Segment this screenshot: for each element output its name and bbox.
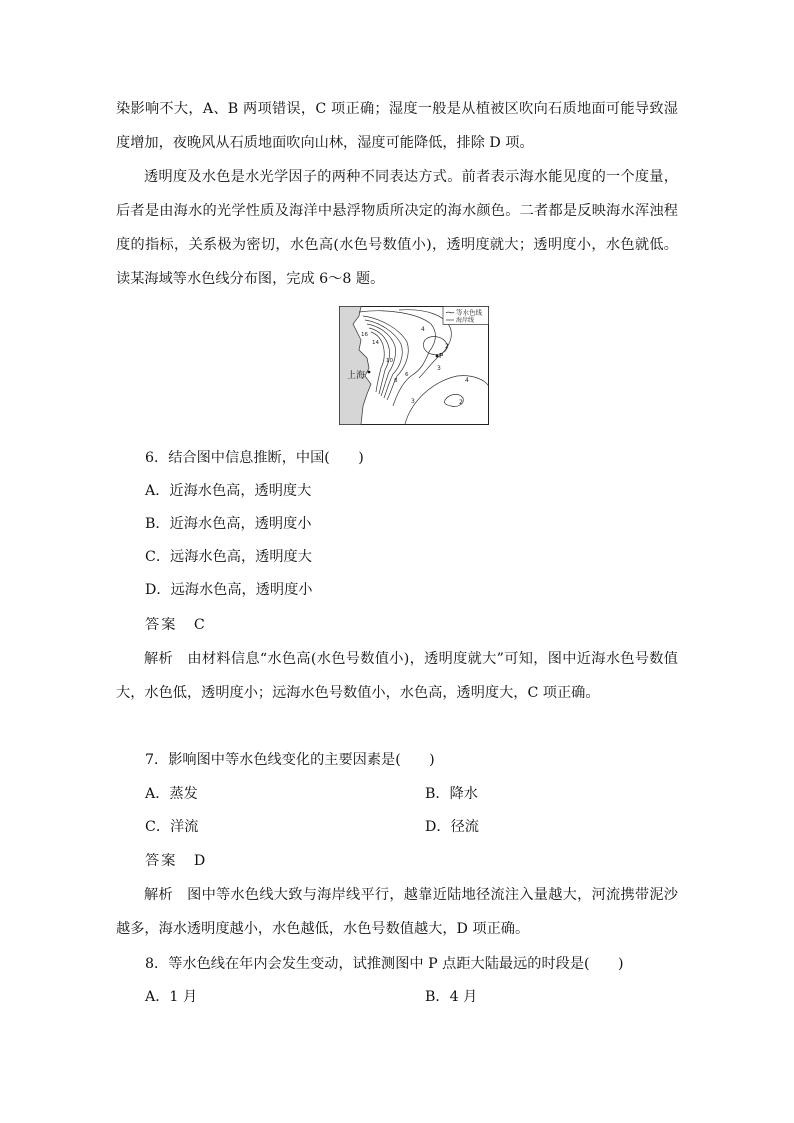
city-label: 上海 <box>347 371 366 381</box>
contour-label-11: 4 <box>465 377 469 384</box>
point-p-marker <box>436 355 439 358</box>
q6-option-b: B．近海水色高，透明度小 <box>145 516 312 532</box>
q6-stem: 6．结合图中信息推断，中国( ) <box>145 450 364 466</box>
contour-label-6: 10 <box>386 358 393 364</box>
contour-label-2: 2 <box>445 343 449 350</box>
contour-label-4: 6 <box>405 372 409 378</box>
water-color-map-figure <box>339 306 489 425</box>
legend-contour-label: 等水色线 <box>456 308 482 317</box>
paragraph-continuation: 染影响不大，A、B 两项错误，C 项正确；湿度一般是从植被区吹向石质地面可能导致湿度增加，夜晚风从石质地面吹向山林，湿度可能降低，排除 D 项。 <box>116 101 678 151</box>
q6-analysis-label: 解析 <box>144 651 174 667</box>
q7-analysis-label: 解析 <box>144 887 173 903</box>
city-marker <box>368 371 371 374</box>
q8-stem: 8．等水色线在年内会发生变动，试推测图中 P 点距大陆最远的时段是( ) <box>145 956 624 972</box>
q6-analysis-text: 由材料信息“水色高(水色号数值小)，透明度就大”可知，图中近海水色号数值大，水色低，透明度小；远海水色号数值小，水色高，透明度大，C 项正确。 <box>116 651 678 701</box>
q7-analysis <box>116 878 678 946</box>
contour-label-9: 3 <box>411 398 415 405</box>
q6-answer-value: C <box>193 617 205 633</box>
q6-answer-label: 答案 <box>145 617 178 633</box>
q7-answer-label: 答案 <box>145 853 178 869</box>
q7-analysis-text: 图中等水色线大致与海岸线平行，越靠近陆地径流注入量越大，河流携带泥沙越多，海水透明度越小，水色越低，水色号数值越大，D 项正确。 <box>116 887 678 937</box>
legend-coast-label: 海岸线 <box>456 317 475 324</box>
q7-option-a: A．蒸发 <box>145 786 198 802</box>
contour-label-3: 3 <box>437 365 441 372</box>
contour-label-8: 16 <box>361 332 368 338</box>
q8-option-b: B．4 月 <box>425 989 478 1005</box>
q7-option-b: B．降水 <box>425 786 478 802</box>
point-p-label: P <box>439 352 444 360</box>
q7-option-c: C．洋流 <box>145 819 199 835</box>
contour-label-5: 8 <box>394 378 398 384</box>
q7-option-d: D．径流 <box>425 819 479 835</box>
q7-answer-value: D <box>193 853 206 869</box>
q6-option-c: C．远海水色高，透明度大 <box>145 549 312 565</box>
contour-label-1: 4 <box>421 326 425 333</box>
q6-option-a: A．近海水色高，透明度大 <box>145 483 312 499</box>
q6-analysis <box>116 642 678 710</box>
contour-label-10: 2 <box>459 399 463 406</box>
q8-option-a: A．1 月 <box>145 989 198 1005</box>
q6-option-d: D．远海水色高，透明度小 <box>145 582 313 598</box>
q7-stem: 7．影响图中等水色线变化的主要因素是( ) <box>145 752 435 768</box>
paragraph-intro: 透明度及水色是水光学因子的两种不同表达方式。前者表示海水能见度的一个度量，后者是由海水的光学性质及海洋中悬浮物质所决定的海水颜色。二者都是反映海水浑浊程度的指标，关系极为密切，水色高(水色号数值小)，透明度就大；透明度小，水色就低。读某海域等水色线分布图，完成 6～8 题。 <box>116 169 678 287</box>
q7-answer-row <box>145 851 205 871</box>
contour-label-7: 14 <box>372 340 379 346</box>
q6-answer-row <box>145 615 205 635</box>
